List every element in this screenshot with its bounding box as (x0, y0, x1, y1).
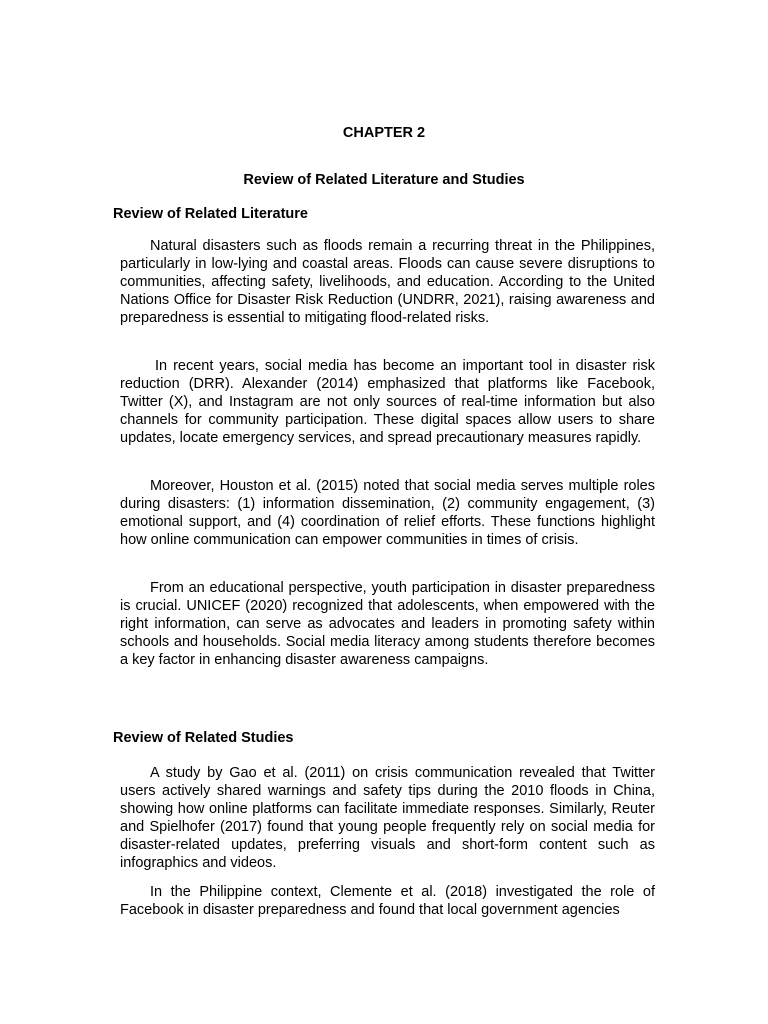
literature-paragraph-2: In recent years, social media has become an important tool in disaster risk reduction (DRR). Alexander (2014) emphasized that platforms like Facebook, Twitter (X), and Instagram are not only sources of real-time information but also channels for community participation. These digital spaces allow users to share updates, locate emergency services, and spread precautionary measures rapidly. (120, 358, 655, 446)
literature-paragraph-1: Natural disasters such as floods remain a recurring threat in the Philippines, particularly in low-lying and coastal areas. Floods can cause severe disruptions to communities, affecting safety, livelihoods, and education. According to the United Nations Office for Disaster Risk Reduction (UNDRR, 2021), raising awareness and preparedness is essential to mitigating flood-related risks. (120, 238, 655, 326)
literature-paragraph-3: Moreover, Houston et al. (2015) noted that social media serves multiple roles during disasters: (1) information dissemination, (2) community engagement, (3) emotional support, and (4) coordination of relief efforts. These functions highlight how online communication can empower communities in times of crisis. (120, 478, 655, 548)
studies-paragraph-1: A study by Gao et al. (2011) on crisis communication revealed that Twitter users actively shared warnings and safety tips during the 2010 floods in China, showing how online platforms can facilitate immediate responses. Similarly, Reuter and Spielhofer (2017) found that young people frequently rely on social media for disaster-related updates, preferring visuals and short-form content such as infographics and videos. (120, 765, 655, 871)
chapter-label: CHAPTER 2 (342, 125, 426, 141)
studies-paragraph-2: In the Philippine context, Clemente et al. (2018) investigated the role of Facebook in disaster preparedness and found that local government agencies (120, 884, 655, 918)
literature-heading: Review of Related Literature (113, 206, 308, 222)
page-title: Review of Related Literature and Studies (243, 172, 525, 188)
studies-heading: Review of Related Studies (113, 730, 294, 746)
literature-paragraph-4: From an educational perspective, youth participation in disaster preparedness is crucial. UNICEF (2020) recognized that adolescents, when empowered with the right information, can serve as advocates and leaders in promoting safety within schools and households. Social media literacy among students therefore becomes a key factor in enhancing disaster awareness campaigns. (120, 580, 655, 668)
